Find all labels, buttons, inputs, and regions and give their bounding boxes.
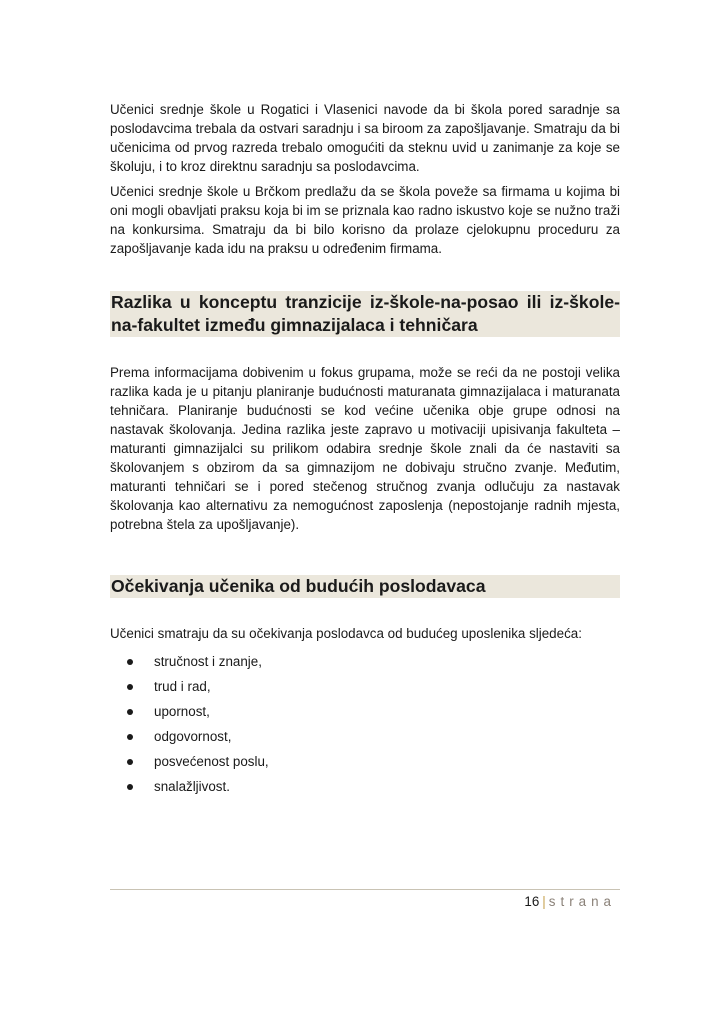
page-footer bbox=[110, 889, 620, 909]
bullet-icon bbox=[127, 734, 133, 740]
page-separator: | bbox=[542, 894, 546, 909]
page-indicator bbox=[524, 894, 616, 909]
document-page bbox=[110, 100, 620, 799]
list-item: snalažljivost. bbox=[110, 774, 620, 799]
section-heading-razlika: Razlika u konceptu tranzicije iz-škole-na-posao ili iz-škole-na-fakultet između gimnazijalaca i tehničara bbox=[111, 292, 620, 335]
paragraph-rogatica-vlasenica: Učenici srednje škole u Rogatici i Vlasenici navode da bi škola pored saradnje sa poslodavcima trebala da ostvari saradnju i sa biroom za zapošljavanje. Smatraju da bi učenicima od prvog razreda trebalo omogućiti da steknu uvid u zanimanje za koje se školuju, i to kroz direktnu saradnju sa poslodavcima. bbox=[110, 102, 620, 174]
paragraph-razlika: Prema informacijama dobivenim u fokus grupama, može se reći da ne postoji velika razlika kada je u pitanju planiranje budućnosti maturanata gimnazijalaca i maturanata tehničara. Planiranje budućnosti se kod većine učenika obje grupe odnosi na nastavak školovanja. Jedina razlika jeste zapravo u motivaciji upisivanja fakulteta – maturanti gimnazijalci su prilikom odabira srednje škole znali da će nastaviti sa školovanjem s obzirom da sa gimnazijom ne dobivaju stručno zvanje. Međutim, maturanti tehničari se i pored stečenog stručnog zvanja odlučuju za nastavak školovanja kao alternativu za nemogućnost zaposlenja (nepostojanje radnih mjesta, potrebna štela za upošljavanje). bbox=[110, 365, 620, 532]
page-number: 16 bbox=[524, 894, 540, 909]
bullet-icon bbox=[127, 684, 133, 690]
paragraph-ocekivanja: Učenici smatraju da su očekivanja poslodavca od budućeg uposlenika sljedeća: bbox=[110, 626, 582, 641]
bullet-icon bbox=[127, 784, 133, 790]
list-item: trud i rad, bbox=[110, 674, 620, 699]
bullet-icon bbox=[127, 659, 133, 665]
section-heading-ocekivanja: Očekivanja učenika od budućih poslodavaca bbox=[110, 575, 620, 598]
list-item: upornost, bbox=[110, 699, 620, 724]
page-word: strana bbox=[548, 894, 616, 909]
bullet-icon bbox=[127, 759, 133, 765]
list-item: posvećenost poslu, bbox=[110, 749, 620, 774]
paragraph-brcko: Učenici srednje škole u Brčkom predlažu da se škola poveže sa firmama u kojima bi oni mogli obavljati praksu koja bi im se priznala kao radno iskustvo koje se nužno traži na konkursima. Smatraju da bi bilo korisno da prolaze cjelokupnu proceduru za zapošljavanje kada idu na praksu u određenim firmama. bbox=[110, 184, 620, 256]
bullet-icon bbox=[127, 709, 133, 715]
list-item: stručnost i znanje, bbox=[110, 649, 620, 674]
expectations-list bbox=[110, 649, 620, 799]
list-item: odgovornost, bbox=[110, 724, 620, 749]
